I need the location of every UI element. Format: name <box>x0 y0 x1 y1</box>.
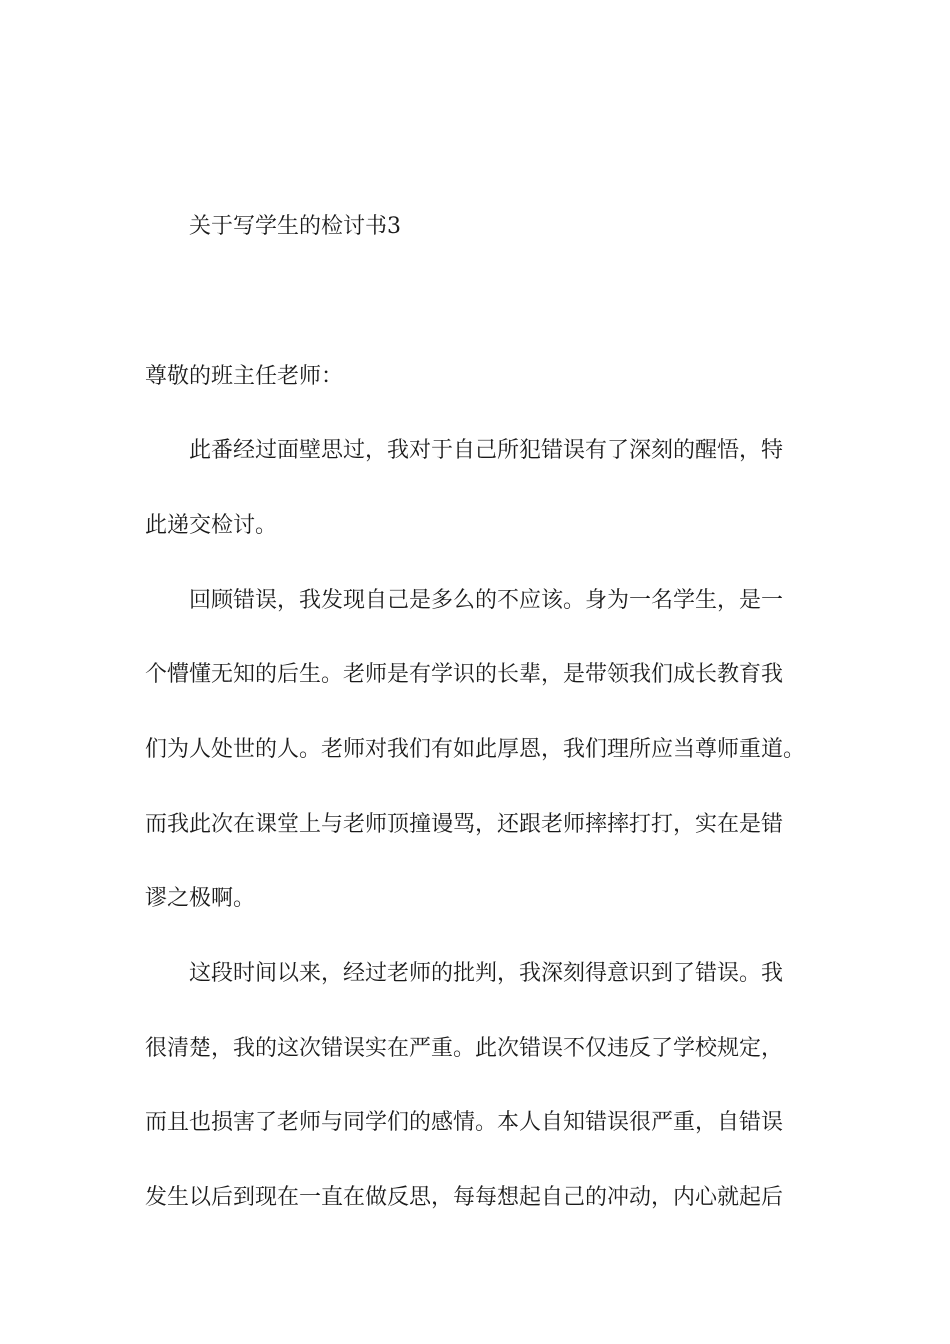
document-title: 关于写学生的检讨书3 <box>189 214 401 239</box>
body-line: 回顾错误，我发现自己是多么的不应该。身为一名学生，是一 <box>189 588 784 613</box>
body-line: 们为人处世的人。老师对我们有如此厚恩，我们理所应当尊师重道。 <box>145 737 806 762</box>
body-line: 此番经过面壁思过，我对于自己所犯错误有了深刻的醒悟，特 <box>189 438 784 463</box>
salutation: 尊敬的班主任老师： <box>145 364 344 389</box>
body-line: 个懵懂无知的后生。老师是有学识的长辈，是带领我们成长教育我 <box>145 662 784 687</box>
body-line: 发生以后到现在一直在做反思，每每想起自己的冲动，内心就起后 <box>145 1185 784 1210</box>
body-line: 这段时间以来，经过老师的批判，我深刻得意识到了错误。我 <box>189 961 784 986</box>
body-line: 而且也损害了老师与同学们的感情。本人自知错误很严重，自错误 <box>145 1110 784 1135</box>
body-line: 此递交检讨。 <box>145 513 278 538</box>
body-line: 而我此次在课堂上与老师顶撞谩骂，还跟老师摔摔打打，实在是错 <box>145 812 784 837</box>
body-line: 很清楚，我的这次错误实在严重。此次错误不仅违反了学校规定， <box>145 1036 784 1061</box>
body-line: 谬之极啊。 <box>145 886 256 911</box>
